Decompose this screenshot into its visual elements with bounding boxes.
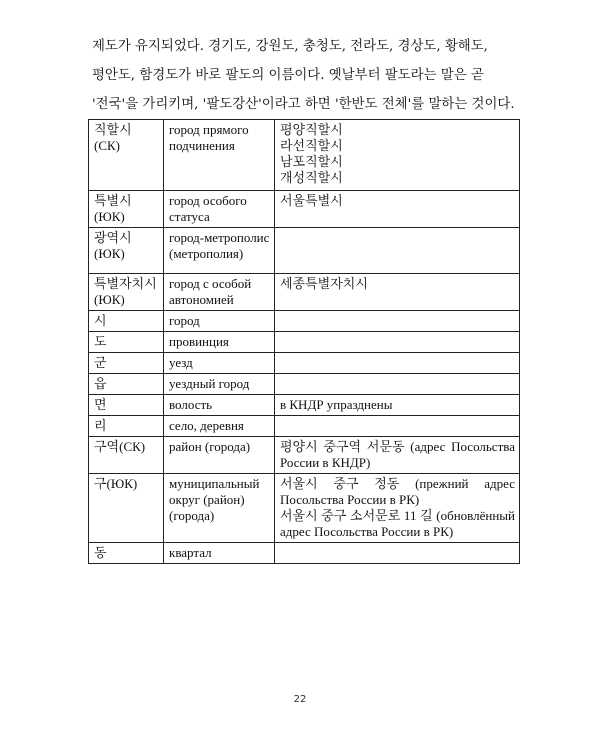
unit-cell: 시	[89, 311, 164, 332]
table-row	[89, 543, 520, 564]
example-cell	[275, 228, 520, 274]
intro-paragraph	[92, 32, 534, 119]
example-cell	[275, 374, 520, 395]
example-cell	[275, 543, 520, 564]
example-cell	[275, 191, 520, 228]
page-number: 22	[293, 694, 307, 705]
table-row	[89, 474, 520, 543]
meaning-cell: волость	[164, 395, 275, 416]
unit-cell: 구역(СК)	[89, 437, 164, 474]
meaning-cell: уезд	[164, 353, 275, 374]
example-line: 세종특별자치시	[280, 276, 368, 291]
meaning-cell: район (города)	[164, 437, 275, 474]
example-line: 서울시 중구 정동 (прежний адрес Посольства России в РК)	[280, 476, 515, 507]
example-cell	[275, 416, 520, 437]
table-row	[89, 437, 520, 474]
meaning-cell: город с особой автономией	[164, 274, 275, 311]
example-cell	[275, 395, 520, 416]
meaning-cell: уездный город	[164, 374, 275, 395]
example-cell	[275, 120, 520, 191]
example-line: в КНДР упразднены	[280, 397, 393, 412]
meaning-cell: город прямого подчинения	[164, 120, 275, 191]
example-cell	[275, 437, 520, 474]
table-row	[89, 311, 520, 332]
unit-cell: 리	[89, 416, 164, 437]
unit-cell: 특별자치시 (ЮК)	[89, 274, 164, 311]
example-line: 평양시 중구역 서문동 (адрес Посольства России в КНДР)	[280, 439, 515, 470]
meaning-cell: провинция	[164, 332, 275, 353]
table-row	[89, 353, 520, 374]
example-line: 라선직할시	[280, 138, 343, 153]
table-row	[89, 274, 520, 311]
unit-cell: 도	[89, 332, 164, 353]
unit-cell: 직할시 (СК)	[89, 120, 164, 191]
example-cell	[275, 274, 520, 311]
meaning-cell: город особого статуса	[164, 191, 275, 228]
unit-cell: 면	[89, 395, 164, 416]
example-cell	[275, 353, 520, 374]
example-line: 평양직할시	[280, 122, 343, 137]
unit-cell: 군	[89, 353, 164, 374]
unit-cell: 광역시 (ЮК)	[89, 228, 164, 274]
unit-cell: 특별시 (ЮК)	[89, 191, 164, 228]
meaning-cell: село, деревня	[164, 416, 275, 437]
meaning-cell: муниципальный округ (район) (города)	[164, 474, 275, 543]
unit-cell: 동	[89, 543, 164, 564]
example-line: 서울특별시	[280, 193, 343, 208]
example-cell	[275, 332, 520, 353]
meaning-cell: квартал	[164, 543, 275, 564]
intro-line: 제도가 유지되었다. 경기도, 강원도, 충청도, 전라도, 경상도, 황해도,	[92, 39, 488, 54]
unit-cell: 구(ЮК)	[89, 474, 164, 543]
administrative-units-table	[88, 119, 520, 564]
table-row	[89, 374, 520, 395]
table-row	[89, 332, 520, 353]
example-line: 개성직할시	[280, 170, 343, 185]
table-row	[89, 228, 520, 274]
meaning-cell: город	[164, 311, 275, 332]
intro-line: '전국'을 가리키며, '팔도강산'이라고 하면 '한반도 전체'를 말하는 것이다.	[92, 97, 515, 112]
example-line: 남포직할시	[280, 154, 343, 169]
table-row	[89, 395, 520, 416]
intro-line: 평안도, 함경도가 바로 팔도의 이름이다. 옛날부터 팔도라는 말은 곧	[92, 68, 484, 83]
table-row	[89, 416, 520, 437]
example-cell	[275, 311, 520, 332]
unit-cell: 읍	[89, 374, 164, 395]
example-line: 서울시 중구 소서문로 11 길 (обновлённый адрес Посольства России в РК)	[280, 508, 515, 539]
meaning-cell: город-метрополис (метрополия)	[164, 228, 275, 274]
table-row	[89, 120, 520, 191]
table-row	[89, 191, 520, 228]
example-cell	[275, 474, 520, 543]
